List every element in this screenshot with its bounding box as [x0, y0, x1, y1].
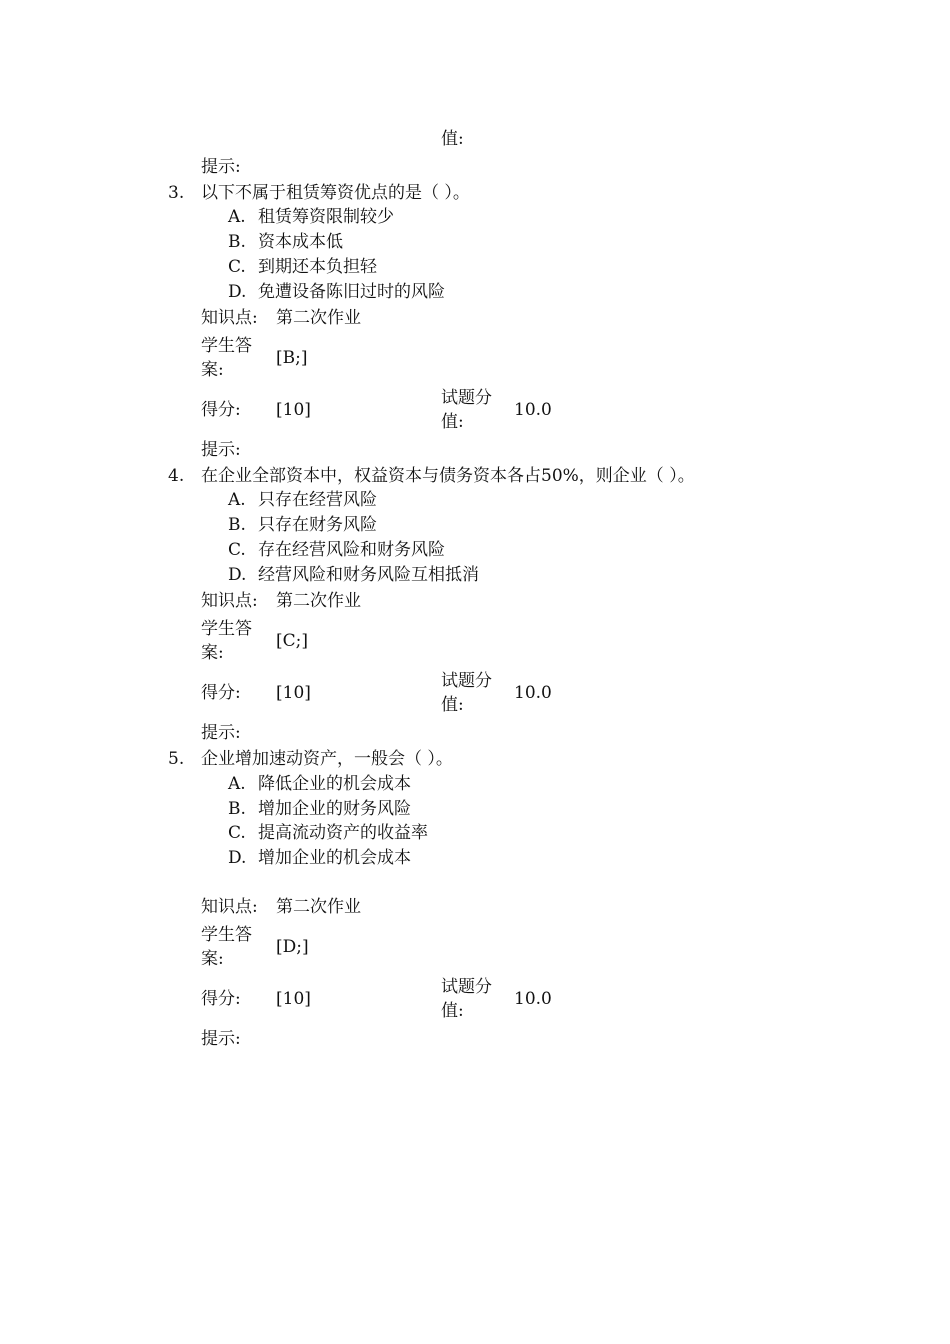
points-value: 10.0	[514, 989, 552, 1009]
option-text: 只存在经营风险	[258, 490, 377, 510]
points-value: 10.0	[514, 683, 552, 703]
option-letter: D.	[228, 848, 247, 868]
option-letter: D.	[228, 565, 247, 585]
points-label-line1: 试题分	[441, 388, 492, 408]
option-text: 提高流动资产的收益率	[258, 823, 428, 843]
option-text: 免遭设备陈旧过时的风险	[258, 282, 445, 302]
hint-label: 提示:	[201, 1029, 241, 1049]
answer-label-line2: 案:	[201, 360, 224, 380]
points-value: 10.0	[514, 400, 552, 420]
option-text: 增加企业的财务风险	[258, 799, 411, 819]
points-label-tail: 值:	[441, 129, 464, 149]
score-value: [10]	[276, 989, 311, 1009]
option-letter: C.	[228, 257, 246, 277]
points-label-line1: 试题分	[441, 671, 492, 691]
hint-label: 提示:	[201, 440, 241, 460]
option-text: 资本成本低	[258, 232, 343, 252]
option-letter: B.	[228, 799, 246, 819]
knowledge-value: 第二次作业	[276, 897, 361, 917]
hint-label: 提示:	[201, 723, 241, 743]
knowledge-label: 知识点:	[201, 308, 258, 328]
option-text: 到期还本负担轻	[258, 257, 377, 277]
option-text: 经营风险和财务风险互相抵消	[258, 565, 479, 585]
answer-label-line1: 学生答	[201, 619, 252, 639]
option-text: 租赁筹资限制较少	[258, 207, 394, 227]
points-label-line1: 试题分	[441, 977, 492, 997]
option-letter: C.	[228, 823, 246, 843]
score-value: [10]	[276, 683, 311, 703]
student-answer: [C;]	[276, 631, 308, 651]
question-text: 企业增加速动资产，一般会（ ）。	[201, 749, 453, 769]
knowledge-label: 知识点:	[201, 591, 258, 611]
answer-label-line1: 学生答	[201, 925, 252, 945]
question-number: 4.	[168, 466, 185, 486]
option-letter: B.	[228, 232, 246, 252]
question-number: 3.	[168, 183, 185, 203]
option-text: 只存在财务风险	[258, 515, 377, 535]
student-answer: [D;]	[276, 937, 309, 957]
knowledge-value: 第二次作业	[276, 308, 361, 328]
question-text: 在企业全部资本中，权益资本与债务资本各占50%，则企业（ ）。	[201, 466, 695, 486]
option-letter: B.	[228, 515, 246, 535]
answer-label-line1: 学生答	[201, 336, 252, 356]
score-label: 得分:	[201, 683, 241, 703]
student-answer: [B;]	[276, 348, 308, 368]
option-text: 存在经营风险和财务风险	[258, 540, 445, 560]
answer-label-line2: 案:	[201, 643, 224, 663]
score-label: 得分:	[201, 989, 241, 1009]
option-text: 降低企业的机会成本	[258, 774, 411, 794]
option-letter: A.	[228, 490, 246, 510]
answer-label-line2: 案:	[201, 949, 224, 969]
option-letter: A.	[228, 774, 246, 794]
score-value: [10]	[276, 400, 311, 420]
question-number: 5.	[168, 749, 185, 769]
score-label: 得分:	[201, 400, 241, 420]
option-letter: D.	[228, 282, 247, 302]
option-letter: A.	[228, 207, 246, 227]
question-text: 以下不属于租赁筹资优点的是（ ）。	[201, 183, 470, 203]
points-label-line2: 值:	[441, 695, 464, 715]
knowledge-label: 知识点:	[201, 897, 258, 917]
hint-label: 提示:	[201, 157, 241, 177]
points-label-line2: 值:	[441, 412, 464, 432]
option-letter: C.	[228, 540, 246, 560]
points-label-line2: 值:	[441, 1001, 464, 1021]
option-text: 增加企业的机会成本	[258, 848, 411, 868]
knowledge-value: 第二次作业	[276, 591, 361, 611]
